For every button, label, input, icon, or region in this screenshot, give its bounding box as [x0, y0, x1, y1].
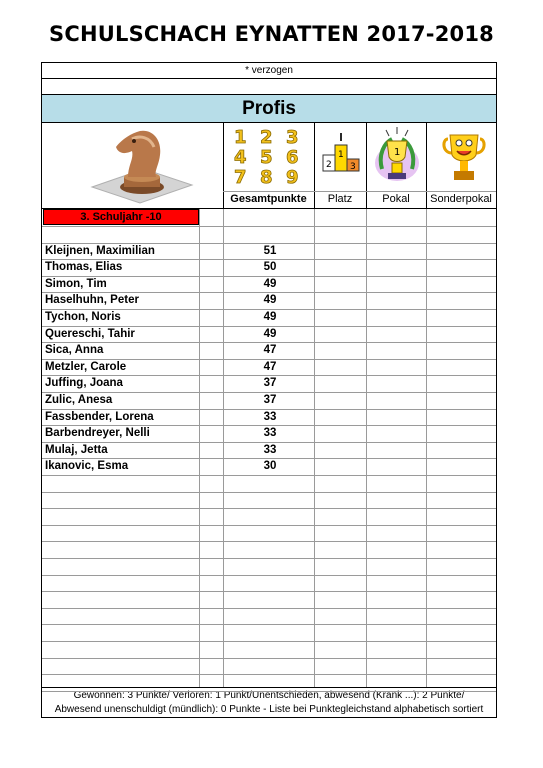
player-points: 37 [263, 377, 277, 390]
results-table [41, 62, 497, 718]
grid-line [42, 492, 496, 493]
player-name: Tychon, Noris [45, 311, 121, 323]
grid-line [42, 575, 496, 576]
player-points: 49 [263, 294, 277, 307]
table-row [42, 243, 496, 260]
trophy-icon [372, 125, 422, 189]
player-points: 49 [263, 327, 277, 340]
svg-text:3: 3 [350, 162, 356, 172]
player-points: 51 [263, 244, 277, 257]
player-name: Barbendreyer, Nelli [45, 427, 150, 440]
grid-line [42, 475, 496, 476]
player-name: Simon, Tim [45, 277, 107, 290]
player-points: 30 [263, 460, 277, 473]
table-row [42, 442, 496, 459]
grid-line [42, 591, 496, 592]
grid-line [42, 508, 496, 509]
category-label: 3. Schuljahr -10 [43, 209, 199, 225]
svg-text:1: 1 [338, 150, 344, 160]
svg-text:6: 6 [286, 147, 299, 168]
special-cup-header: Sonderpokal [430, 193, 492, 205]
table-row [42, 392, 496, 409]
grid-line [42, 525, 496, 526]
header-row [42, 123, 496, 209]
player-points: 47 [263, 360, 277, 373]
table-row [42, 276, 496, 293]
player-name: Quereschi, Tahir [45, 327, 135, 340]
player-points: 50 [263, 261, 277, 274]
svg-text:1: 1 [234, 127, 247, 148]
table-row [42, 359, 496, 376]
player-points: 37 [263, 394, 277, 406]
svg-text:2: 2 [326, 160, 332, 170]
grid-line [42, 608, 496, 609]
grid-line [42, 691, 496, 692]
page-title: SCHULSCHACH EYNATTEN 2017-2018 [49, 22, 494, 46]
footer-line-2: Abwesend unenschuldigt (mündlich): 0 Punkte - Liste bei Punktegleichstand alphabetisch sortiert [54, 704, 484, 715]
player-name: Kleijnen, Maximilian [45, 244, 155, 257]
player-name: Juffing, Joana [45, 377, 123, 390]
player-name: Mulaj, Jetta [45, 443, 108, 456]
svg-text:1: 1 [394, 147, 401, 158]
place-header: Platz [327, 193, 353, 205]
grid-line [42, 641, 496, 642]
moved-away-note: * verzogen [42, 63, 496, 79]
table-row [42, 342, 496, 359]
chess-knight-icon [86, 125, 196, 205]
table-row [42, 409, 496, 426]
player-points: 47 [263, 344, 277, 357]
grid-line [42, 624, 496, 625]
grid-line [42, 541, 496, 542]
table-row [42, 375, 496, 392]
podium-icon [319, 131, 363, 181]
table-row [42, 425, 496, 442]
player-name: Haselhuhn, Peter [45, 294, 139, 307]
numbers-icon [228, 125, 312, 189]
player-points: 49 [263, 277, 277, 290]
player-points: 33 [263, 427, 277, 440]
blank-row [42, 79, 496, 95]
player-points: 33 [263, 443, 277, 456]
points-header: Gesamtpunkte [230, 193, 307, 205]
grid-line [42, 674, 496, 675]
svg-text:9: 9 [286, 167, 299, 188]
player-name: Ikanovic, Esma [45, 460, 129, 473]
table-row [42, 259, 496, 276]
player-points: 49 [263, 311, 277, 323]
table-row [42, 292, 496, 309]
cup-header: Pokal [382, 193, 410, 205]
svg-text:5: 5 [260, 147, 273, 168]
player-name: Metzler, Carole [45, 360, 127, 373]
svg-text:7: 7 [234, 167, 247, 188]
table-row [42, 458, 496, 475]
svg-text:8: 8 [260, 167, 273, 188]
player-name: Sica, Anna [45, 344, 104, 357]
player-name: Zulic, Anesa [45, 394, 113, 406]
grid-line [42, 226, 496, 227]
footer-line-1: Gewonnen: 3 Punkte/ Verloren: 1 Punkt/Unentschieden, abwesend (Krank ...): 2 Punkte/ [73, 690, 465, 701]
svg-text:3: 3 [286, 127, 299, 148]
grid-line [42, 658, 496, 659]
svg-text:2: 2 [260, 127, 273, 148]
table-row [42, 326, 496, 343]
grid-line [42, 558, 496, 559]
svg-text:4: 4 [234, 147, 247, 168]
player-name: Thomas, Elias [45, 261, 123, 274]
player-points: 33 [263, 410, 277, 423]
section-banner: Profis [42, 95, 496, 123]
smiling-trophy-icon [442, 129, 486, 187]
player-name: Fassbender, Lorena [45, 410, 154, 423]
table-row [42, 309, 496, 326]
